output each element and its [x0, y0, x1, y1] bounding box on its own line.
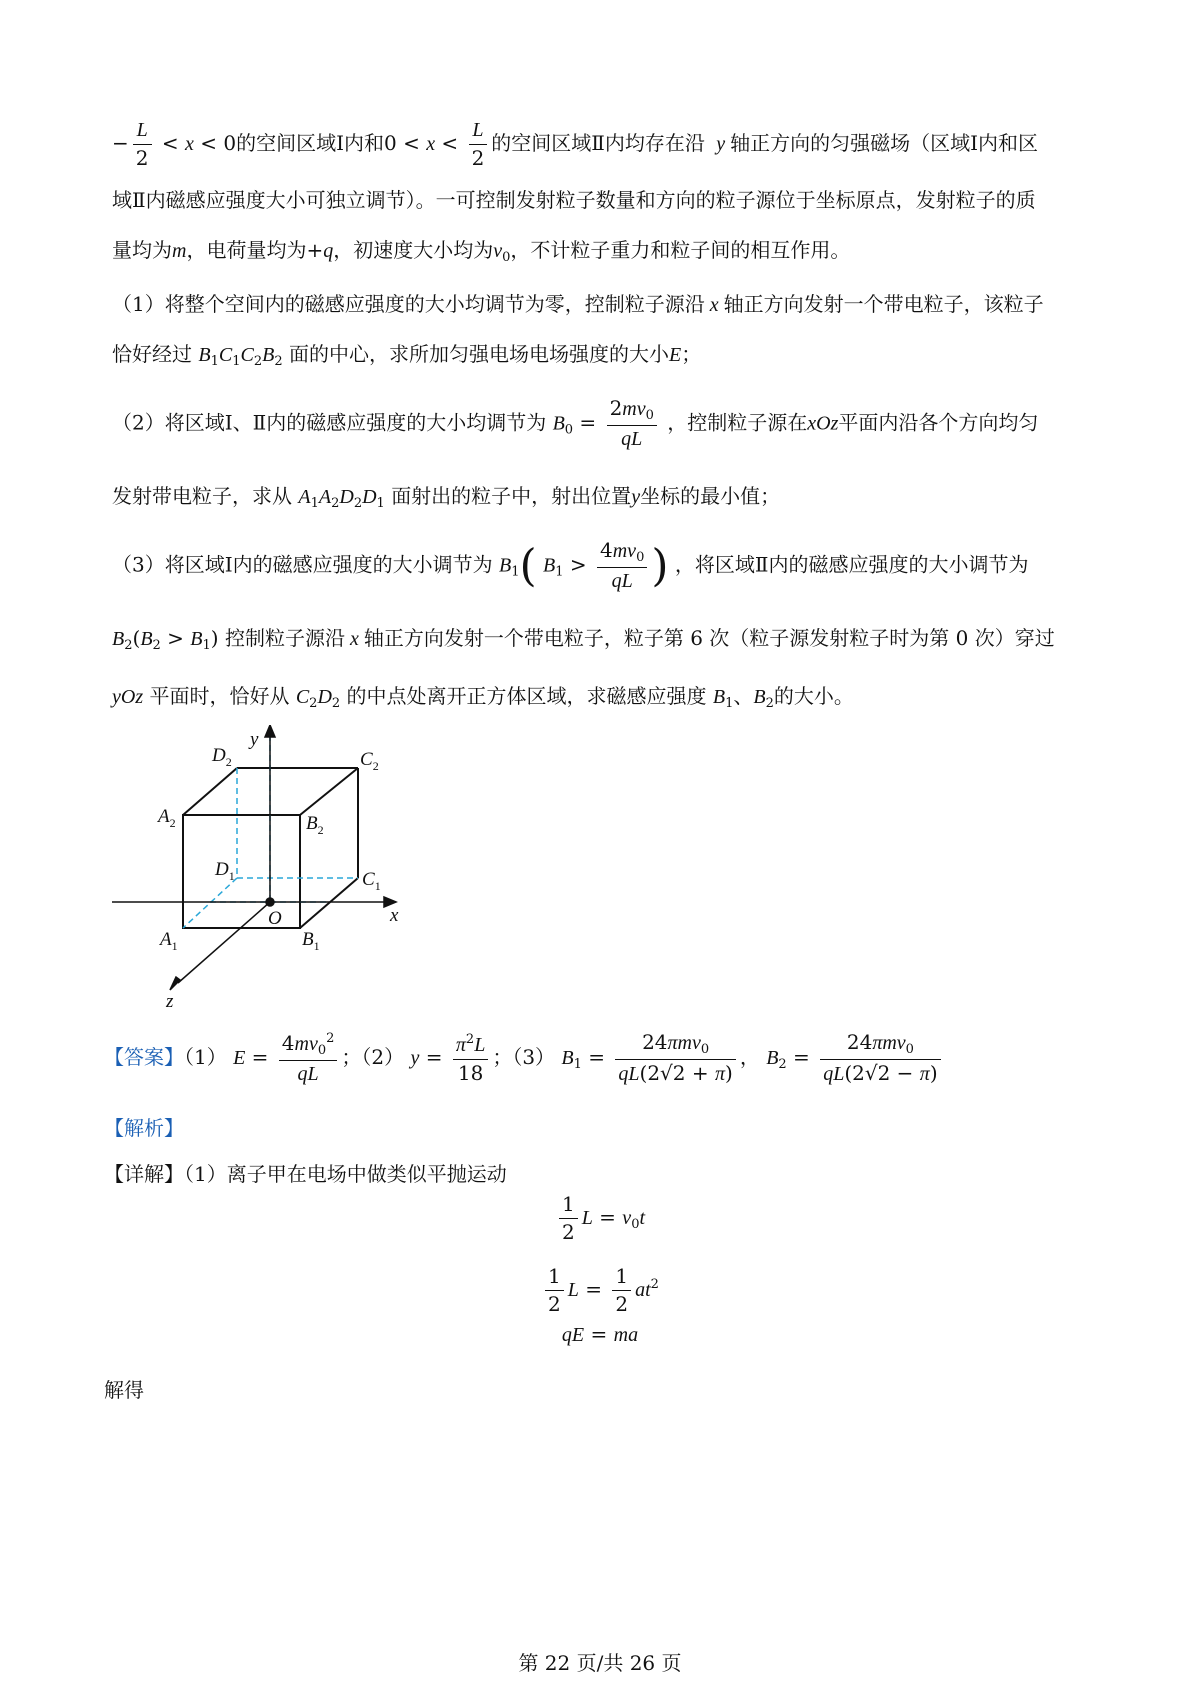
- analysis-tag: 【解析】: [104, 1116, 184, 1140]
- z-axis-label: z: [166, 991, 174, 1012]
- question-3-line-1: （3）将区域Ⅰ内的磁感应强度的大小调节为 $B_1$( $B_1$ > $\frac{4mv_0}{qL}$ ) ，将区域Ⅱ内的磁感应强度的大小调节为: [112, 538, 1029, 593]
- q2-text: ，控制粒子源在: [667, 410, 808, 435]
- q2-text: （2）将区域Ⅰ、Ⅱ内的磁感应强度的大小均调节为: [112, 410, 547, 435]
- detail-text: （1）离子甲在电场中做类似平抛运动: [184, 1162, 507, 1186]
- question-1-line-1: （1）将整个空间内的磁感应强度的大小均调节为零，控制粒子源沿 x 轴正方向发射一个带电粒子，该粒子: [112, 292, 1044, 316]
- answer-text: （1）: [184, 1045, 227, 1070]
- q1-text: ；: [681, 342, 702, 366]
- intro-text: 轴正方向的匀强磁场（区域Ⅰ内和区: [730, 131, 1039, 155]
- vertex-A1: $A_1$: [160, 929, 178, 953]
- detail-line: [104, 1158, 507, 1187]
- q3-text: 平面时，恰好从: [149, 684, 290, 708]
- intro-text: ，电荷量均为: [186, 238, 307, 262]
- cube-coordinate-diagram: [100, 725, 440, 1015]
- intro-line-2: 域Ⅱ内磁感应强度大小可独立调节）。一可控制发射粒子数量和方向的粒子源位于坐标原点，发射粒子的质: [112, 188, 1036, 212]
- q1-text: 轴正方向发射一个带电粒子，该粒子: [723, 292, 1044, 316]
- vertex-D1: $D_1$: [215, 859, 235, 883]
- answer-text: ，: [739, 1045, 760, 1070]
- page-footer: 第 22 页/共 26 页: [518, 1651, 682, 1675]
- question-3-line-2: $B_2(B_2 > B_1)$ 控制粒子源沿 x 轴正方向发射一个带电粒子，粒子第 6 次（粒子源发射粒子时为第 0 次）穿过: [112, 626, 1055, 653]
- vertex-C1: $C_1$: [362, 869, 381, 893]
- q3-text: （3）将区域Ⅰ内的磁感应强度的大小调节为: [112, 552, 493, 577]
- vertex-D2: $D_2$: [212, 745, 232, 769]
- q1-text: （1）将整个空间内的磁感应强度的大小均调节为零，控制粒子源沿: [112, 292, 705, 316]
- q3-text: 、: [733, 684, 754, 708]
- detail-tag: 【详解】: [104, 1162, 184, 1186]
- question-2-line-2: 发射带电粒子，求从 $A_1A_2D_2D_1$ 面射出的粒子中，射出位置y坐标的最小值；: [112, 484, 781, 511]
- answer-line: 【答案】（1） E = $\frac{4mv_0^2}{qL}$ ；（2） y = $\frac{\pi^2L}{18}$ ；（3） $B_1$ = $\frac{24\pi mv_0}{qL(2√2 + \pi)}$ ， $B_2$ = $\frac{24\pi mv_0}{qL(2√2 - \pi)}$: [104, 1030, 945, 1087]
- answer-tag: 【答案】: [104, 1045, 184, 1070]
- question-1-line-2: 恰好经过 $B_1C_1C_2B_2$ 面的中心，求所加匀强电场电场强度的大小E；: [112, 342, 702, 369]
- vertex-A2: $A_2$: [158, 806, 176, 830]
- q3-text: 轴正方向发射一个带电粒子，粒子第 6 次（粒子源发射粒子时为第 0 次）穿过: [363, 626, 1055, 650]
- question-2-line-1: （2）将区域Ⅰ、Ⅱ内的磁感应强度的大小均调节为 $B_0$ = $\frac{2mv_0}{qL}$ ，控制粒子源在xOz平面内沿各个方向均匀: [112, 396, 1039, 451]
- q2-text: 平面内沿各个方向均匀: [838, 410, 1039, 435]
- vertex-C2: $C_2$: [360, 749, 379, 773]
- q3-text: 的大小。: [773, 684, 854, 708]
- question-3-line-3: yOz 平面时，恰好从 $C_2D_2$ 的中点处离开正方体区域，求磁感应强度 $B_1$、$B_2$的大小。: [112, 684, 854, 711]
- answer-text: ；（3）: [492, 1045, 556, 1070]
- vertex-B1: $B_1$: [302, 929, 320, 953]
- intro-text: 的空间区域Ⅱ内均存在沿: [491, 131, 705, 155]
- y-axis-label: y: [250, 729, 259, 750]
- intro-text: ，初速度大小均为: [333, 238, 494, 262]
- q3-text: 控制粒子源沿: [224, 626, 345, 650]
- solve-label: 解得: [104, 1378, 144, 1402]
- vertex-B2: $B_2$: [306, 813, 324, 837]
- equation-2: $\frac{1}{2}$ L = $\frac{1}{2}$ $at^2$: [0, 1264, 1200, 1317]
- axes: [112, 725, 396, 990]
- answer-text: ；（2）: [341, 1045, 405, 1070]
- q3-text: 的中点处离开正方体区域，求磁感应强度: [346, 684, 707, 708]
- x-axis-label: x: [390, 905, 399, 926]
- intro-text: 量均为: [112, 238, 172, 262]
- equation-1: $\frac{1}{2}$ $L = v_0t$: [0, 1192, 1200, 1245]
- equation-3: qE = ma: [561, 1322, 639, 1346]
- intro-line-3: 量均为m，电荷量均为+q，初速度大小均为$v_0$，不计粒子重力和粒子间的相互作用。: [112, 238, 851, 265]
- q2-text: 发射带电粒子，求从: [112, 484, 292, 508]
- intro-text: 的空间区域Ⅰ内和: [236, 131, 384, 155]
- intro-line-1: − $\frac{L}{2}$ < x < 0的空间区域Ⅰ内和0 < x < $\frac{L}{2}$ 的空间区域Ⅱ内均存在沿 y 轴正方向的匀强磁场（区域Ⅰ内和区: [112, 119, 1039, 170]
- q1-text: 面的中心，求所加匀强电场电场强度的大小: [288, 342, 669, 366]
- q3-text: ，将区域Ⅱ内的磁感应强度的大小调节为: [674, 552, 1029, 577]
- origin-label: O: [268, 908, 282, 929]
- intro-text: ，不计粒子重力和粒子间的相互作用。: [510, 238, 851, 262]
- q1-text: 恰好经过: [112, 342, 192, 366]
- q2-text: 坐标的最小值；: [640, 484, 781, 508]
- q2-text: 面射出的粒子中，射出位置: [391, 484, 632, 508]
